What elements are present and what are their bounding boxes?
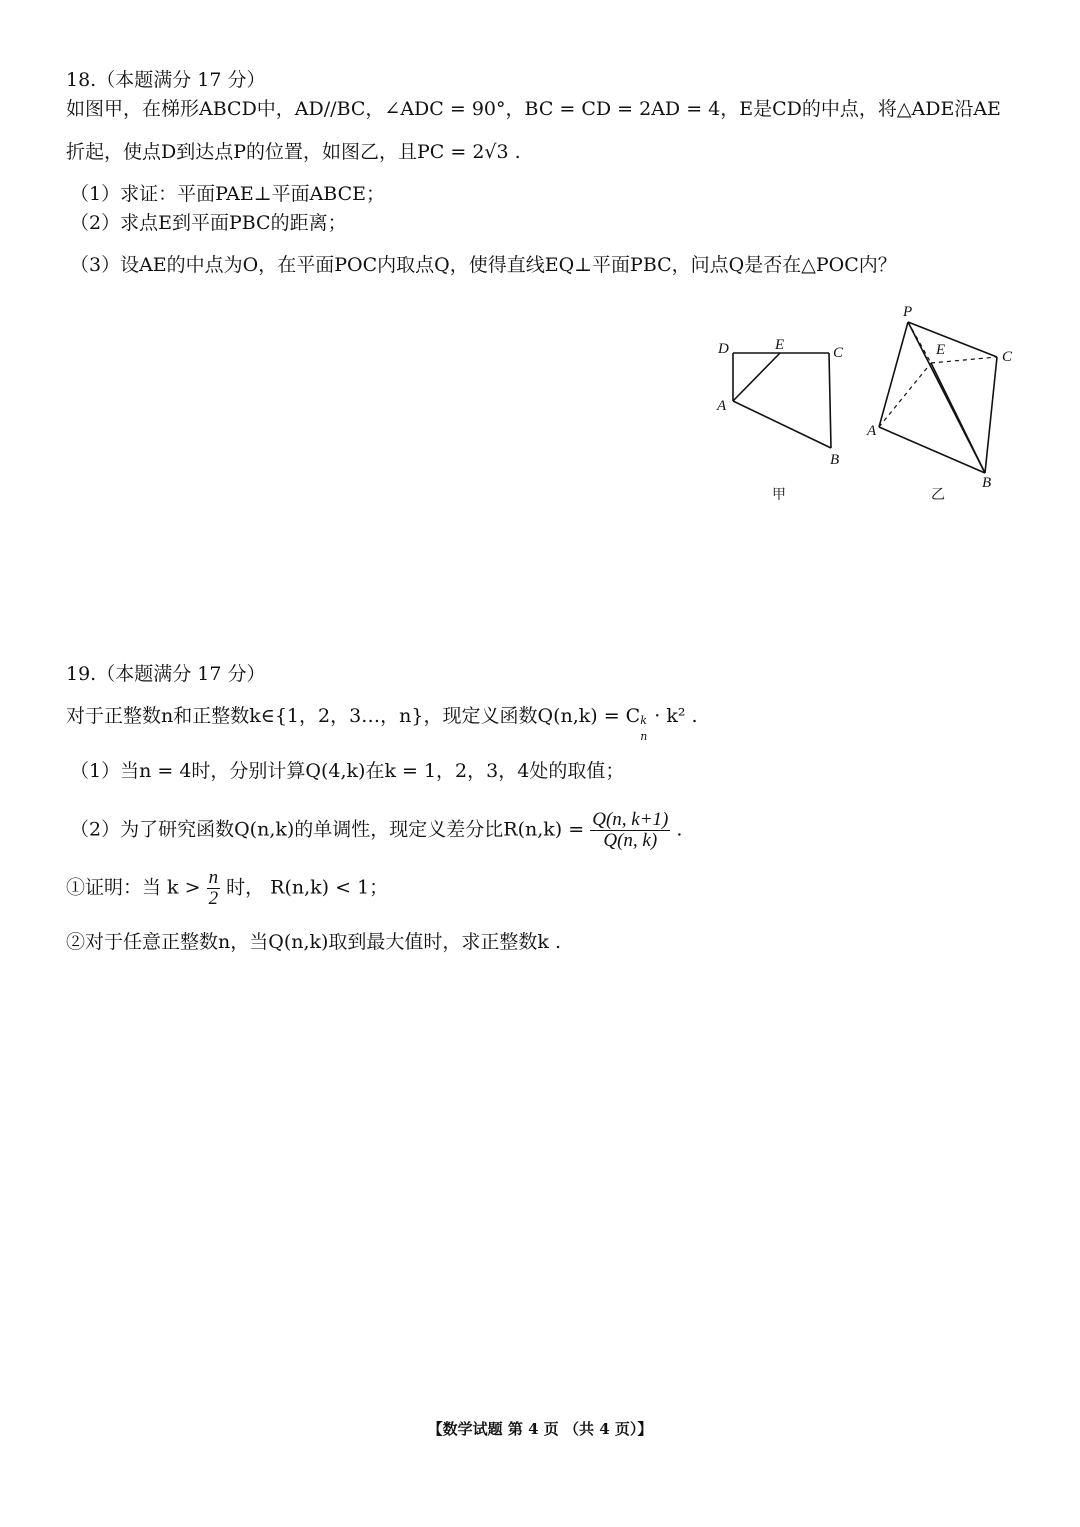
q18-part3: （3）设AE的中点为O，在平面POC内取点Q，使得直线EQ⊥平面PBC，问点Q是否在△POC内？	[70, 254, 897, 276]
q19-sub1-post: 时， R(n,k) < 1；	[226, 876, 389, 899]
q19-stem-sub: n	[640, 730, 648, 743]
q19-part1: （1）当n = 4时，分别计算Q(4,k)在k = 1，2，3，4处的取值；	[70, 760, 625, 782]
q19-sub1-pre: ①证明：当 k >	[66, 876, 201, 899]
fig-jia-label-a: A	[717, 398, 727, 414]
q19-part2	[70, 810, 682, 851]
q18-stem-line2: 折起，使点D到达点P的位置，如图乙，且PC = 2√3 .	[66, 141, 521, 163]
fig-yi-caption: 乙	[931, 487, 945, 503]
figure-jia	[700, 325, 860, 515]
q19-stem-sup: k	[640, 714, 647, 727]
q19-part2-pre: （2）为了研究函数Q(n,k)的单调性，现定义差分比R(n,k) =	[70, 818, 585, 841]
q19-part2-numerator: Q(n, k+1)	[592, 809, 669, 830]
q18-stem-line1: 如图甲，在梯形ABCD中，AD//BC，∠ADC = 90°，BC = CD = 2AD = 4，E是CD的中点，将△ADE沿AE	[66, 98, 1001, 120]
figure-yi	[860, 300, 1040, 510]
q19-sub1-denominator: 2	[208, 888, 219, 909]
fig-yi-label-a: A	[867, 423, 877, 439]
q19-sub1	[66, 868, 388, 909]
fig-jia-label-b: B	[830, 452, 840, 468]
q19-header: 19.（本题满分 17 分）	[66, 663, 266, 685]
q18-part2: （2）求点E到平面PBC的距离；	[70, 212, 347, 234]
fig-jia-label-e: E	[775, 337, 785, 353]
fig-yi-label-b: B	[982, 475, 992, 491]
fig-jia-label-d: D	[718, 341, 729, 357]
page-footer: 【数学试题 第 4 页 （共 4 页）】	[427, 1420, 653, 1438]
q19-part2-post: .	[676, 818, 683, 841]
q18-header: 18.（本题满分 17 分）	[66, 69, 266, 91]
q19-sub1-fraction	[207, 868, 221, 909]
q18-part1: （1）求证：平面PAE⊥平面ABCE；	[70, 183, 386, 205]
q19-stem-post: · k² .	[648, 705, 698, 727]
fig-jia-caption: 甲	[772, 487, 786, 503]
fig-yi-label-c: C	[1002, 349, 1013, 365]
fig-jia-label-c: C	[833, 345, 844, 361]
q19-part2-denominator: Q(n, k)	[603, 830, 658, 851]
fig-yi-label-p: P	[903, 304, 913, 320]
fig-yi-label-e: E	[936, 342, 946, 358]
q19-sub1-numerator: n	[208, 867, 219, 888]
q19-part2-fraction	[590, 810, 670, 851]
q19-stem-pre: 对于正整数n和正整数k∈{1，2，3…，n}，现定义函数Q(n,k) = C	[66, 705, 641, 727]
q19-stem	[66, 703, 698, 743]
q19-sub2: ②对于任意正整数n，当Q(n,k)取到最大值时，求正整数k .	[66, 931, 562, 953]
